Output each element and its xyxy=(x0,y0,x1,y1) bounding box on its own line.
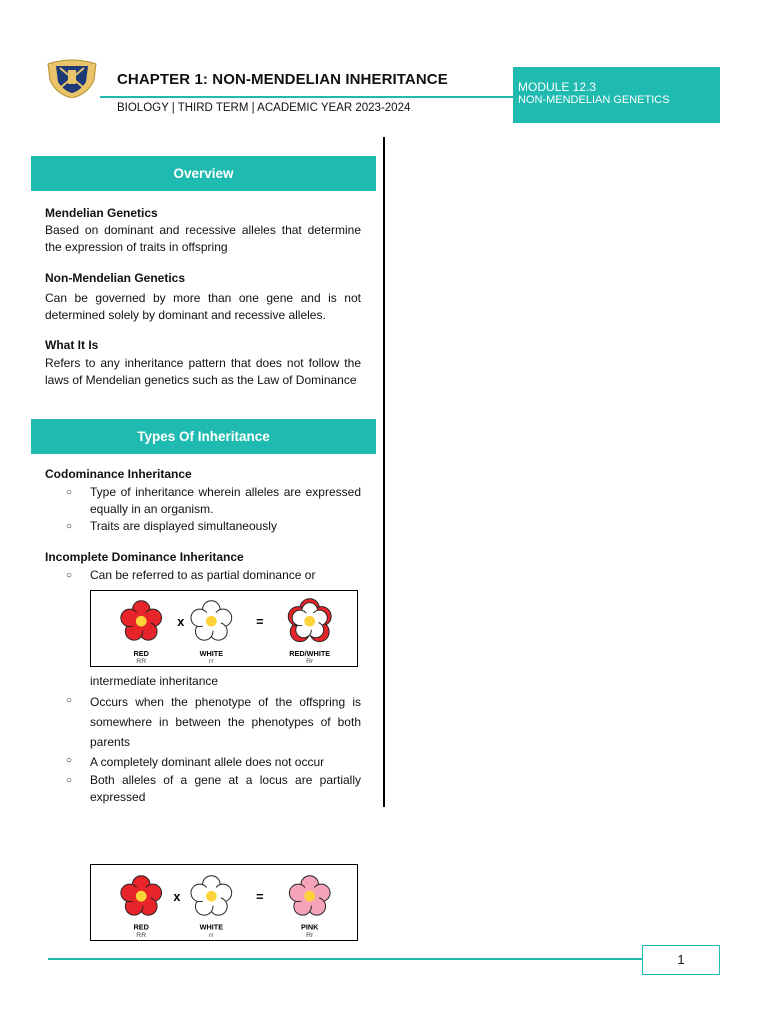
non-mendelian-term: Non-Mendelian Genetics xyxy=(45,271,186,285)
mendelian-term: Mendelian Genetics xyxy=(45,206,158,220)
parent1-genotype: RR xyxy=(136,658,147,666)
codominance-term: Codominance Inheritance xyxy=(45,467,192,481)
overview-heading: Overview xyxy=(31,156,376,191)
page-number: 1 xyxy=(642,945,720,975)
module-name: NON-MENDELIAN GENETICS xyxy=(518,94,670,106)
cross-symbol: x xyxy=(173,890,181,905)
incomplete-dominance-term: Incomplete Dominance Inheritance xyxy=(45,550,244,564)
incomplete-first-bullet xyxy=(66,567,361,584)
parent2-genotype: rr xyxy=(209,658,214,666)
bullet-circle-icon: ○ xyxy=(66,521,73,532)
course-subtitle: BIOLOGY | THIRD TERM | ACADEMIC YEAR 2023-2024 xyxy=(117,102,411,114)
mendelian-definition: Based on dominant and recessive alleles that determine the expression of traits in offspring xyxy=(45,223,361,254)
parent1-label: RED xyxy=(133,922,149,932)
list-item: ○ Can be referred to as partial dominance or xyxy=(66,568,316,582)
parent2-label: WHITE xyxy=(199,922,224,932)
list-item: ○ Both alleles of a gene at a locus are partially expressed xyxy=(66,773,361,804)
list-item: ○ A completely dominant allele does not occur xyxy=(66,752,361,772)
parent2-label: WHITE xyxy=(199,649,224,659)
what-it-is-definition: Refers to any inheritance pattern that does not follow the laws of Mendelian genetics such as the Law of Dominance xyxy=(45,356,361,387)
list-item: ○ Type of inheritance wherein alleles are expressed equally in an organism. xyxy=(66,485,361,516)
offspring-label: RED/WHITE xyxy=(289,649,331,659)
parent1-genotype: RR xyxy=(136,932,147,940)
parent1-label: RED xyxy=(133,649,149,659)
red-white-flower-icon xyxy=(288,599,331,642)
incomplete-dominance-figure xyxy=(90,864,358,941)
chapter-title: CHAPTER 1: NON-MENDELIAN INHERITANCE xyxy=(117,71,448,88)
footer-rule xyxy=(48,958,642,960)
red-flower-icon xyxy=(121,601,162,640)
incomplete-list xyxy=(66,692,361,806)
offspring-genotype: Rr xyxy=(306,932,314,940)
bullet-circle-icon: ○ xyxy=(66,487,73,498)
incomplete-first-bullet-continuation: intermediate inheritance xyxy=(90,674,219,688)
equals-symbol: = xyxy=(256,890,264,905)
white-flower-icon xyxy=(191,601,232,640)
list-item: ○ Occurs when the phenotype of the offspring is somewhere in between the phenotypes of both parents xyxy=(66,692,361,752)
non-mendelian-definition: Can be governed by more than one gene and is not determined solely by dominant and recessive alleles. xyxy=(45,291,361,322)
column-divider xyxy=(383,137,385,807)
list-item: ○ Traits are displayed simultaneously xyxy=(66,519,277,533)
parent2-genotype: rr xyxy=(209,932,214,940)
offspring-label: PINK xyxy=(300,922,319,932)
red-flower-icon xyxy=(121,876,162,915)
bullet-circle-icon: ○ xyxy=(66,570,73,581)
cross-symbol: x xyxy=(177,615,185,630)
bullet-circle-icon: ○ xyxy=(66,695,73,706)
pink-flower-icon xyxy=(289,876,330,915)
title-rule xyxy=(100,96,514,98)
offspring-genotype: Rr xyxy=(306,658,314,666)
what-it-is-term: What It Is xyxy=(45,338,99,352)
types-heading: Types Of Inheritance xyxy=(31,419,376,454)
school-seal-icon xyxy=(44,58,100,98)
module-badge xyxy=(513,67,720,123)
module-code: MODULE 12.3 xyxy=(518,80,597,94)
equals-symbol: = xyxy=(256,615,264,630)
white-flower-icon xyxy=(191,876,232,915)
codominance-list xyxy=(66,484,361,535)
codominance-figure xyxy=(90,590,358,667)
bullet-circle-icon: ○ xyxy=(66,775,73,786)
bullet-circle-icon: ○ xyxy=(66,755,73,766)
